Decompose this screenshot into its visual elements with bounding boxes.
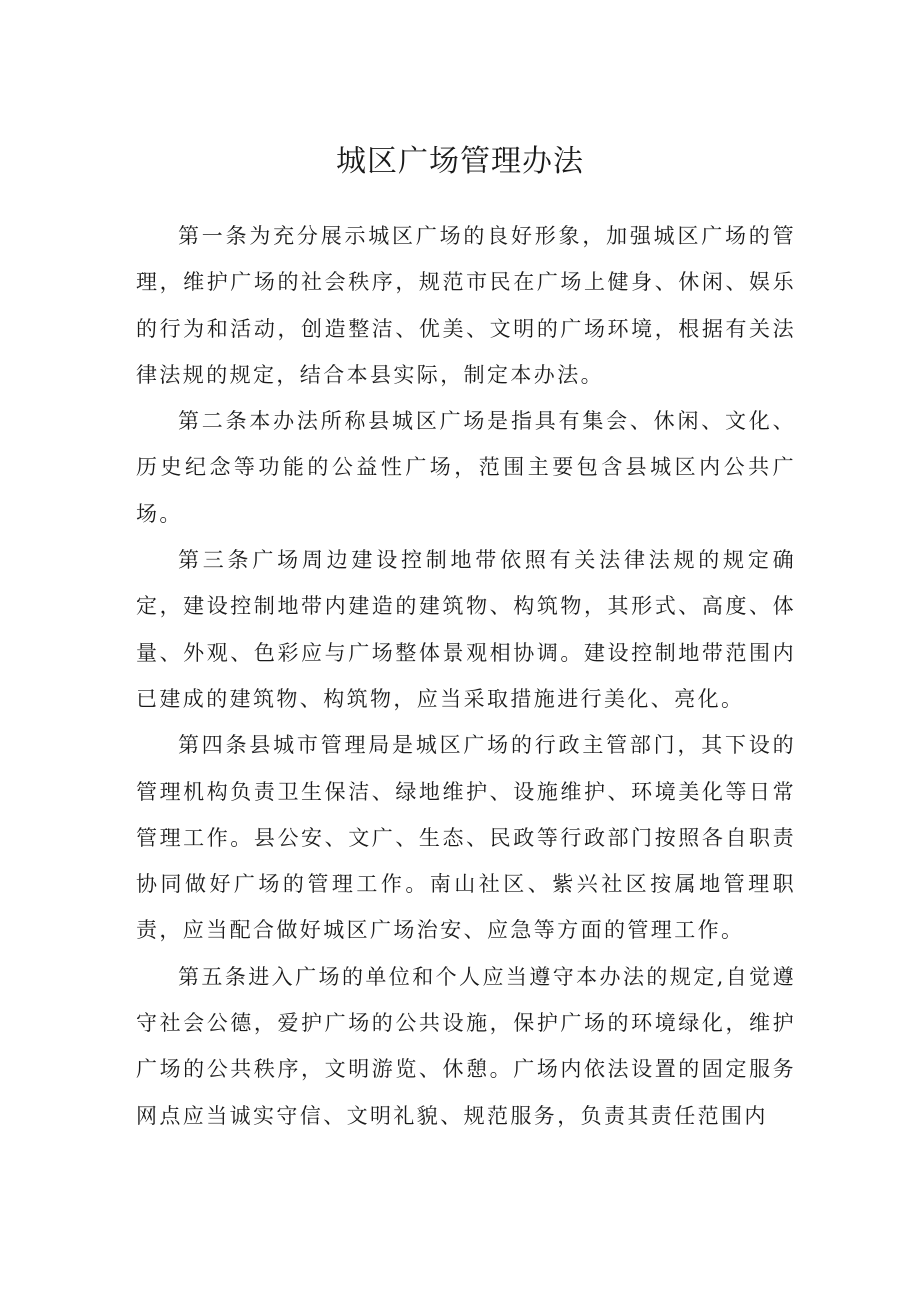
article-1-paragraph: 第一条为充分展示城区广场的良好形象，加强城区广场的管理，维护广场的社会秩序，规范市民在广场上健身、休闲、娱乐的行为和活动，创造整洁、优美、文明的广场环境，根据有关法律法规的规定，结合本县实际，制定本办法。 xyxy=(136,224,796,387)
article-3-paragraph: 第三条广场周边建设控制地带依照有关法律法规的规定确定，建设控制地带内建造的建筑物、构筑物，其形式、高度、体量、外观、色彩应与广场整体景观相协调。建设控制地带范围内已建成的建筑物、构筑物，应当采取措施进行美化、亮化。 xyxy=(136,548,796,711)
article-2-paragraph: 第二条本办法所称县城区广场是指具有集会、休闲、文化、历史纪念等功能的公益性广场，范围主要包含县城区内公共广场。 xyxy=(136,409,796,526)
article-4-paragraph: 第四条县城市管理局是城区广场的行政主管部门，其下设的管理机构负责卫生保洁、绿地维护、设施维护、环境美化等日常管理工作。县公安、文广、生态、民政等行政部门按照各自职责协同做好广场的管理工作。南山社区、紫兴社区按属地管理职责，应当配合做好城区广场治安、应急等方面的管理工作。 xyxy=(136,733,796,943)
document-body xyxy=(136,213,796,1139)
article-5-paragraph: 第五条进入广场的单位和个人应当遵守本办法的规定,自觉遵守社会公德，爱护广场的公共设施，保护广场的环境绿化，维护广场的公共秩序，文明游览、休憩。广场内依法设置的固定服务网点应当诚实守信、文明礼貌、规范服务，负责其责任范围内 xyxy=(136,964,796,1128)
document-title: 城区广场管理办法 xyxy=(336,144,584,179)
